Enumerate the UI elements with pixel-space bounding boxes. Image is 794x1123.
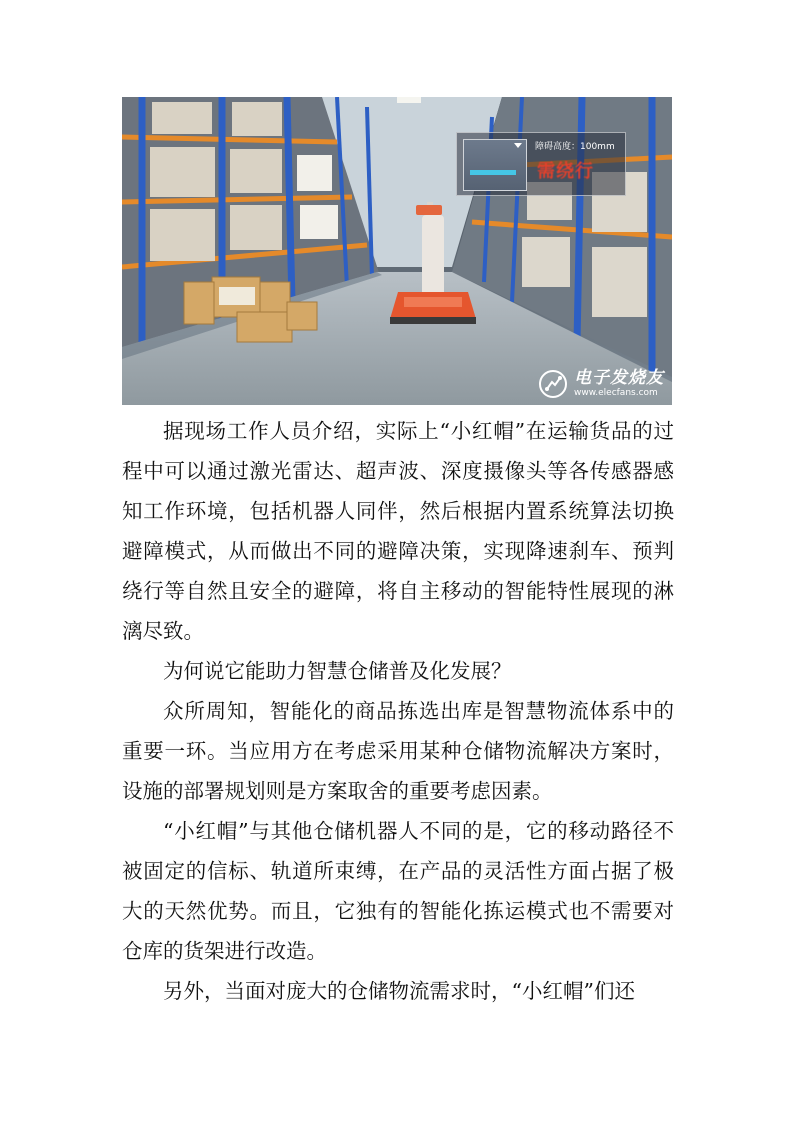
obstacle-hud-overlay	[456, 132, 626, 196]
hud-obstacle-bar	[470, 170, 516, 175]
hud-caret-icon	[514, 143, 522, 148]
paragraph-question: 为何说它能助力智慧仓储普及化发展？	[163, 659, 512, 683]
watermark-name: 电子发烧友	[574, 368, 664, 388]
hud-detour-status: 需绕行	[537, 161, 594, 182]
hud-obstacle-height: 障碍高度：100mm	[535, 142, 615, 152]
article-body	[122, 411, 674, 1011]
warehouse-robot-photo	[122, 97, 672, 405]
hud-sensor-view	[463, 139, 527, 191]
paragraph-advantage: “小红帽”与其他仓储机器人不同的是，它的移动路径不被固定的信标、轨道所束缚，在产品的灵活性方面占据了极大的天然优势。而且，它独有的智能化拣运模式也不需要对仓库的货架进行改造。	[122, 819, 674, 963]
paragraph-picking: 众所周知，智能化的商品拣选出库是智慧物流体系中的重要一环。当应用方在考虑采用某种仓储物流解决方案时，设施的部署规划则是方案取舍的重要考虑因素。	[122, 699, 674, 803]
paragraph-sensor-intro: 据现场工作人员介绍，实际上“小红帽”在运输货品的过程中可以通过激光雷达、超声波、深度摄像头等各传感器感知工作环境，包括机器人同伴，然后根据内置系统算法切换避障模式，从而做出不同的避障决策，实现降速刹车、预判绕行等自然且安全的避障，将自主移动的智能特性展现的淋漓尽致。	[122, 419, 674, 643]
elecfans-watermark	[538, 369, 664, 399]
paragraph-additional: 另外，当面对庞大的仓储物流需求时，“小红帽”们还	[163, 979, 635, 1003]
elecfans-logo-icon	[538, 369, 568, 399]
watermark-url: www.elecfans.com	[574, 388, 658, 398]
